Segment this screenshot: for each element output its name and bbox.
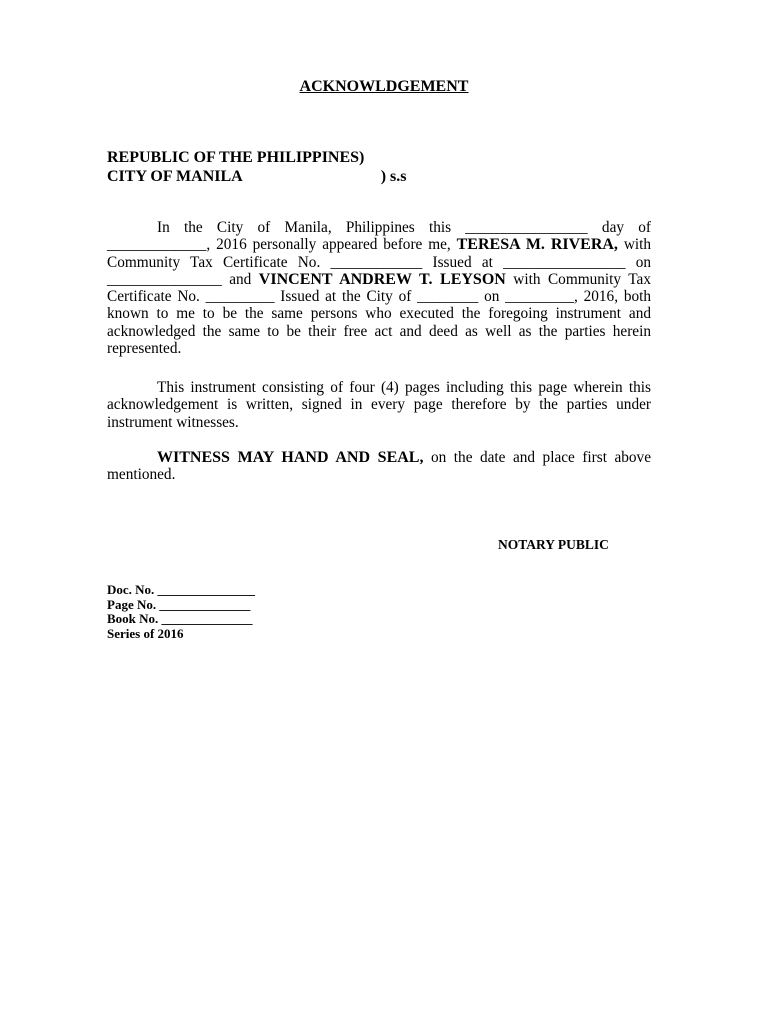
notary-public-label: NOTARY PUBLIC <box>498 537 609 552</box>
venue-city-row <box>107 167 406 186</box>
witness-heading: WITNESS MAY HAND AND SEAL, <box>157 449 424 466</box>
para1-text-d: ________________ on _______________ and <box>107 253 652 288</box>
party2-name-first: VINCENT ANDREW T. <box>258 270 433 288</box>
document-title <box>0 78 768 96</box>
instrument-paragraph <box>107 379 651 431</box>
doc-info-block <box>107 583 255 641</box>
doc-no: Doc. No. _______________ <box>107 582 256 597</box>
venue-ss: ) s.s <box>380 168 407 185</box>
title-text: ACKNOWLDGEMENT <box>299 78 469 95</box>
page-no: Page No. ______________ <box>107 596 251 612</box>
para1-text-e: with Community Tax Certificate No. _________ Issued at the <box>107 270 651 306</box>
para2-text: This instrument consisting of four (4) pages including this page wherein this acknowledgement is written, signed in every page therefore by the parties under instrument witnesses. <box>107 379 651 431</box>
para1-text-a: In the City of Manila, Philippines this ________________ day of <box>157 219 651 236</box>
para1-text-f: City of ________ on _________, 2016, both known to me to be the same persons who executed the foregoing instrument and acknowledged the same to be their free act and deed as well as the parties herein represented. <box>107 288 652 358</box>
party1-name-last: RIVERA, <box>550 236 618 254</box>
venue-country: REPUBLIC OF THE PHILIPPINES) <box>107 149 365 166</box>
venue-block <box>107 148 406 186</box>
book-no: Book No. ______________ <box>107 611 253 626</box>
series-label: Series of 2016 <box>107 625 184 641</box>
venue-city: CITY OF MANILA <box>107 168 243 185</box>
para1-text-c: with Community Tax Certificate No. ____________ Issued at <box>107 236 652 271</box>
party2-name-last: LEYSON <box>440 270 506 288</box>
party1-name-first: TERESA M. <box>456 236 545 254</box>
para1-text-b: _____________, 2016 personally appeared before me, <box>107 236 451 254</box>
witness-text: on the date and place first above mentioned. <box>107 449 651 484</box>
acknowledgement-paragraph <box>107 219 651 357</box>
witness-paragraph <box>107 449 651 484</box>
